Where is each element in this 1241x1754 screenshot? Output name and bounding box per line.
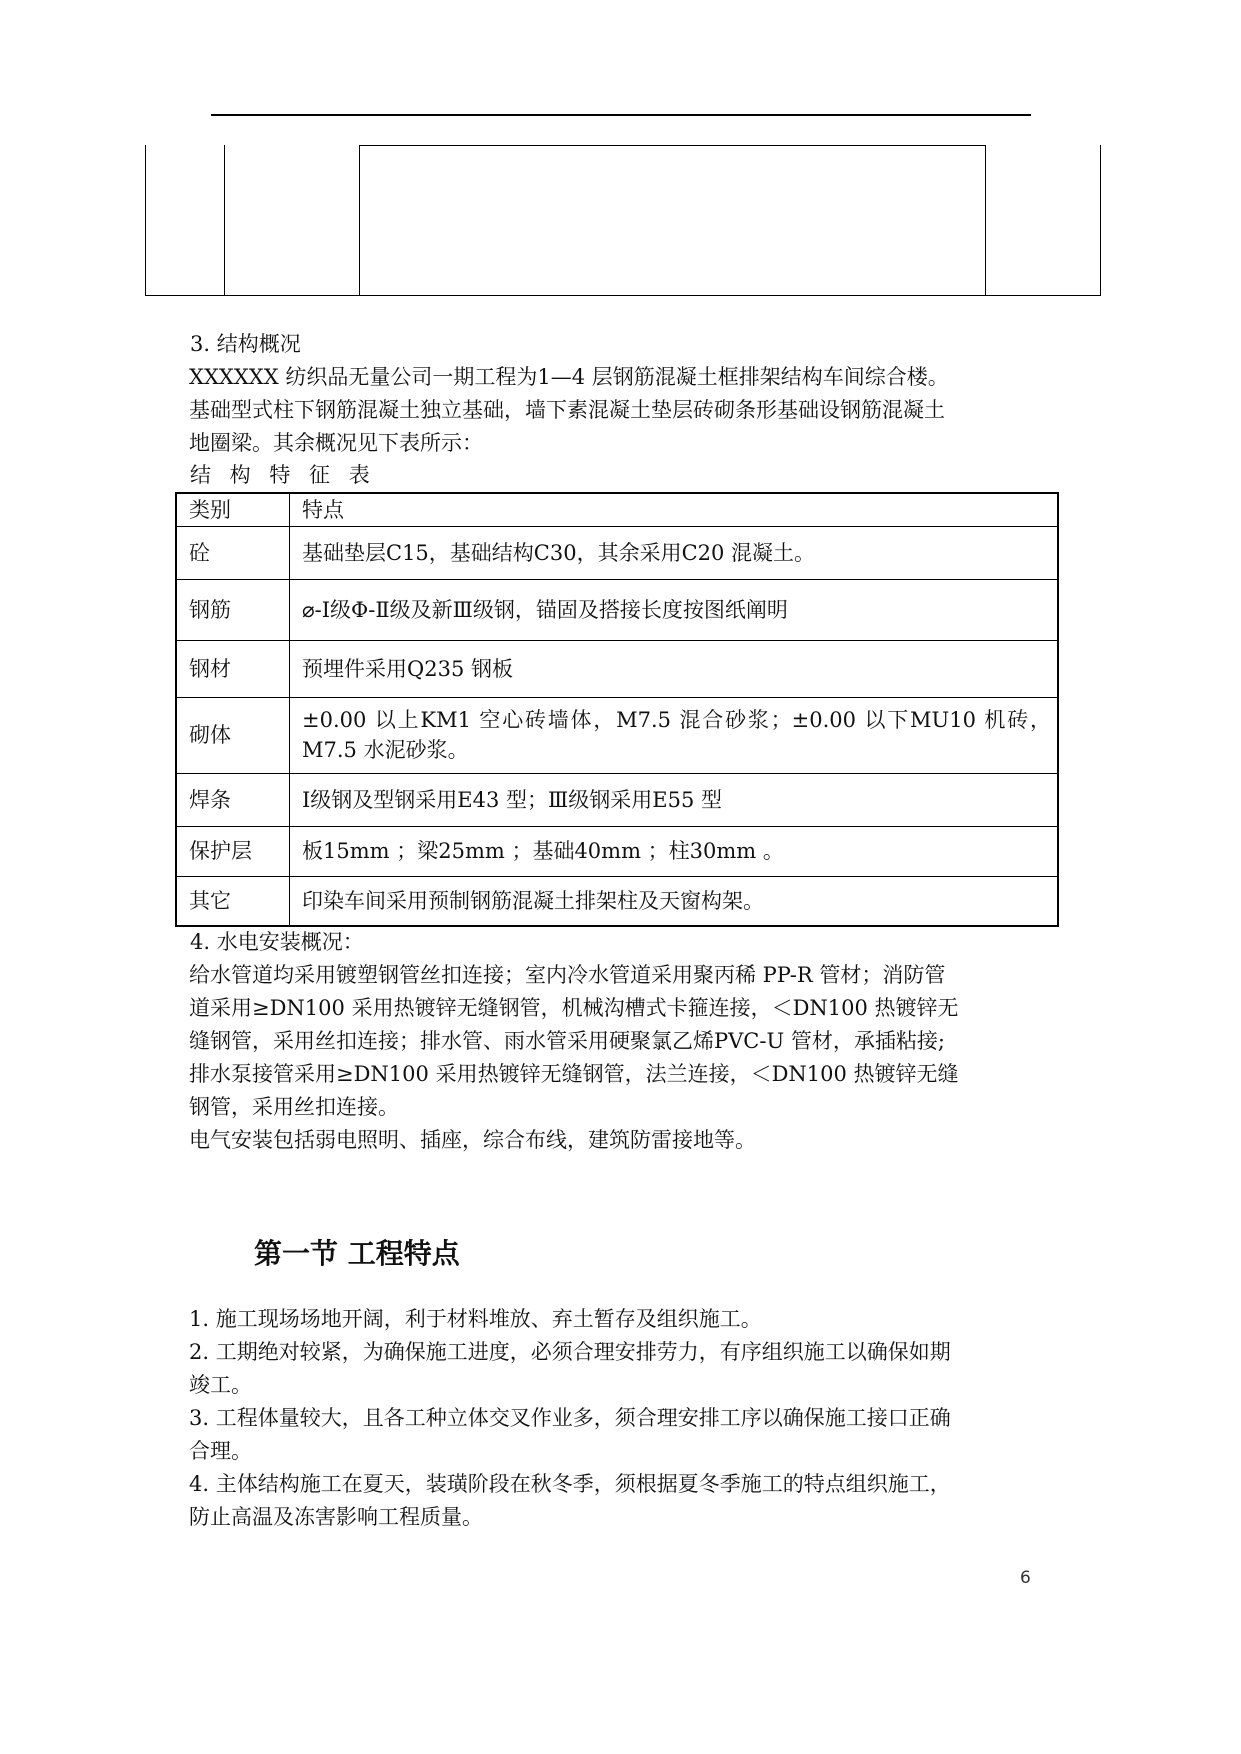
table-row [176,826,1058,876]
installation-line: 道采用≥DN100 采用热镀锌无缝钢管，机械沟槽式卡箍连接，＜DN100 热镀锌无 [189,996,959,1020]
row-feature: ⌀-Ⅰ级Φ-Ⅱ级及新Ⅲ级钢，锚固及搭接长度按图纸阐明 [290,579,1059,640]
row-category: 保护层 [176,826,290,876]
row-feature: ±0.00 以上KM1 空心砖墙体，M7.5 混合砂浆；±0.00 以下MU10 机砖，M7.5 水泥砂浆。 [290,697,1059,773]
row-category: 砌体 [176,697,290,773]
row-feature: 预埋件采用Q235 钢板 [290,640,1059,697]
installation-line: 钢管，采用丝扣连接。 [189,1095,399,1119]
row-category: 钢筋 [176,579,290,640]
page-number: 6 [1020,1568,1031,1588]
section-line: 防止高温及冻害影响工程质量。 [189,1505,483,1529]
installation-line: 排水泵接管采用≥DN100 采用热镀锌无缝钢管，法兰连接，＜DN100 热镀锌无缝 [189,1062,959,1086]
header-rule [211,114,1031,116]
table-row [176,526,1058,579]
structure-line: 地圈梁。其余概况见下表所示： [189,431,483,455]
table-row [176,640,1058,697]
table-row [176,876,1058,926]
table-fragment-divider [224,145,225,295]
row-feature: 印染车间采用预制钢筋混凝土排架柱及天窗构架。 [290,876,1059,926]
installation-paragraph [189,959,1094,1157]
installation-heading: 4. 水电安装概况： [190,930,364,954]
section-line: 2. 工期绝对较紧，为确保施工进度，必须合理安排劳力，有序组织施工以确保如期 [189,1340,951,1364]
installation-line: 电气安装包括弱电照明、插座，综合布线，建筑防雷接地等。 [189,1128,756,1152]
header-category: 类别 [176,493,290,526]
row-category: 焊条 [176,773,290,826]
structure-feature-table [175,492,1059,927]
table-fragment [145,145,1101,296]
section-line: 3. 工程体量较大，且各工种立体交叉作业多，须合理安排工序以确保施工接口正确 [189,1406,951,1430]
table-header-row [176,493,1058,526]
section-line: 1. 施工现场场地开阔，利于材料堆放、弃土暂存及组织施工。 [189,1307,762,1331]
row-feature: 板15mm ；梁25mm ；基础40mm ；柱30mm 。 [290,826,1059,876]
structure-line: 基础型式柱下钢筋混凝土独立基础，墙下素混凝土垫层砖砌条形基础设钢筋混凝土 [189,398,945,422]
table-row [176,697,1058,773]
table-row [176,773,1058,826]
header-feature: 特点 [290,493,1059,526]
table-row [176,579,1058,640]
structure-line: XXXXXX 纺织品无量公司一期工程为1—4 层钢筋混凝土框排架结构车间综合楼。 [189,365,949,389]
installation-line: 给水管道均采用镀塑钢管丝扣连接；室内冷水管道采用聚丙稀 PP-R 管材；消防管 [189,963,946,987]
installation-line: 缝钢管，采用丝扣连接；排水管、雨水管采用硬聚氯乙烯PVC-U 管材，承插粘接; [189,1029,945,1053]
row-feature: 基础垫层C15，基础结构C30，其余采用C20 混凝土。 [290,526,1059,579]
row-category: 其它 [176,876,290,926]
table-caption: 结 构 特 征 表 [190,463,376,487]
section-line: 4. 主体结构施工在夏天，装璜阶段在秋冬季，须根据夏冬季施工的特点组织施工， [189,1472,951,1496]
structure-paragraph [189,361,1094,460]
row-feature: Ⅰ级钢及型钢采用E43 型；Ⅲ级钢采用E55 型 [290,773,1059,826]
row-category: 砼 [176,526,290,579]
table-fragment-cell [359,145,986,295]
structure-heading: 3. 结构概况 [190,332,301,356]
section-title: 第一节 工程特点 [254,1237,460,1270]
row-category: 钢材 [176,640,290,697]
section-line: 合理。 [189,1439,252,1463]
section-line: 竣工。 [189,1373,252,1397]
section-paragraph [189,1303,1094,1534]
